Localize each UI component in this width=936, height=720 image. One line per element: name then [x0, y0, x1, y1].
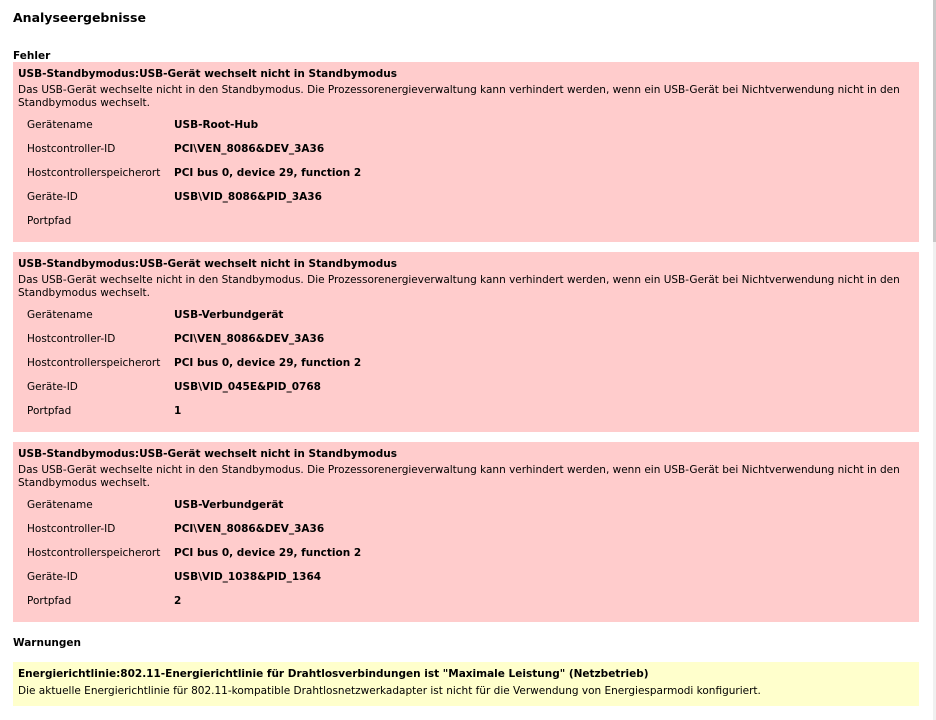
- property-list: [18, 303, 914, 423]
- property-row: [18, 493, 914, 517]
- property-value: USB-Verbundgerät: [174, 309, 284, 321]
- error-card: [13, 442, 919, 622]
- error-description: Das USB-Gerät wechselte nicht in den Standbymodus. Die Prozessorenergieverwaltung kann verhindert werden, wenn ein USB-Gerät bei Nichtverwendung nicht in den Standbymodus wechselt.: [18, 464, 900, 489]
- error-description: Das USB-Gerät wechselte nicht in den Standbymodus. Die Prozessorenergieverwaltung kann verhindert werden, wenn ein USB-Gerät bei Nichtverwendung nicht in den Standbymodus wechselt.: [18, 274, 900, 299]
- warning-description: Die aktuelle Energierichtlinie für 802.11-kompatible Drahtlosnetzwerkadapter ist nicht für die Verwendung von Energiesparmodi konfiguriert.: [18, 685, 761, 697]
- errors-section-title: Fehler: [13, 50, 51, 62]
- property-value: 2: [174, 595, 182, 607]
- property-row: [18, 541, 914, 565]
- property-value: PCI bus 0, device 29, function 2: [174, 167, 362, 179]
- error-title: USB-Standbymodus:USB-Gerät wechselt nicht in Standbymodus: [18, 448, 397, 460]
- property-value: PCI\VEN_8086&DEV_3A36: [174, 143, 325, 155]
- error-description: Das USB-Gerät wechselte nicht in den Standbymodus. Die Prozessorenergieverwaltung kann verhindert werden, wenn ein USB-Gerät bei Nichtverwendung nicht in den Standbymodus wechselt.: [18, 84, 900, 109]
- property-value: USB\VID_1038&PID_1364: [174, 571, 322, 583]
- property-key: Geräte-ID: [27, 381, 78, 393]
- warning-title: Energierichtlinie:802.11-Energierichtlinie für Drahtlosverbindungen ist "Maximale Leistung" (Netzbetrieb): [18, 668, 649, 680]
- property-row: [18, 517, 914, 541]
- report-content: [13, 0, 919, 706]
- property-row: [18, 327, 914, 351]
- property-value: PCI\VEN_8086&DEV_3A36: [174, 523, 325, 535]
- property-key: Portpfad: [27, 405, 72, 417]
- property-row: [18, 351, 914, 375]
- property-key: Gerätename: [27, 499, 93, 511]
- warning-card: [13, 662, 919, 706]
- property-key: Hostcontroller-ID: [27, 143, 116, 155]
- property-value: USB-Root-Hub: [174, 119, 259, 131]
- property-value: PCI\VEN_8086&DEV_3A36: [174, 333, 325, 345]
- property-row: [18, 209, 914, 233]
- property-row: [18, 303, 914, 327]
- property-row: [18, 399, 914, 423]
- property-row: [18, 161, 914, 185]
- property-row: [18, 375, 914, 399]
- property-key: Hostcontrollerspeicherort: [27, 357, 161, 369]
- property-row: [18, 185, 914, 209]
- property-key: Geräte-ID: [27, 571, 78, 583]
- property-value: PCI bus 0, device 29, function 2: [174, 357, 362, 369]
- error-card: [13, 62, 919, 242]
- property-row: [18, 589, 914, 613]
- property-key: Gerätename: [27, 119, 93, 131]
- property-key: Gerätename: [27, 309, 93, 321]
- property-key: Hostcontroller-ID: [27, 523, 116, 535]
- property-value: USB\VID_045E&PID_0768: [174, 381, 321, 393]
- property-list: [18, 113, 914, 233]
- error-title: USB-Standbymodus:USB-Gerät wechselt nicht in Standbymodus: [18, 258, 397, 270]
- property-key: Hostcontrollerspeicherort: [27, 167, 161, 179]
- property-value: USB-Verbundgerät: [174, 499, 284, 511]
- page-title: Analyseergebnisse: [13, 10, 146, 25]
- error-title: USB-Standbymodus:USB-Gerät wechselt nicht in Standbymodus: [18, 68, 397, 80]
- property-row: [18, 113, 914, 137]
- property-key: Hostcontroller-ID: [27, 333, 116, 345]
- property-key: Portpfad: [27, 595, 72, 607]
- property-row: [18, 565, 914, 589]
- property-value: PCI bus 0, device 29, function 2: [174, 547, 362, 559]
- property-key: Hostcontrollerspeicherort: [27, 547, 161, 559]
- warnings-section-title: Warnungen: [13, 637, 82, 649]
- property-value: USB\VID_8086&PID_3A36: [174, 191, 322, 203]
- property-row: [18, 137, 914, 161]
- property-value: 1: [174, 405, 182, 417]
- property-key: Portpfad: [27, 215, 72, 227]
- error-card: [13, 252, 919, 432]
- property-key: Geräte-ID: [27, 191, 78, 203]
- property-list: [18, 493, 914, 613]
